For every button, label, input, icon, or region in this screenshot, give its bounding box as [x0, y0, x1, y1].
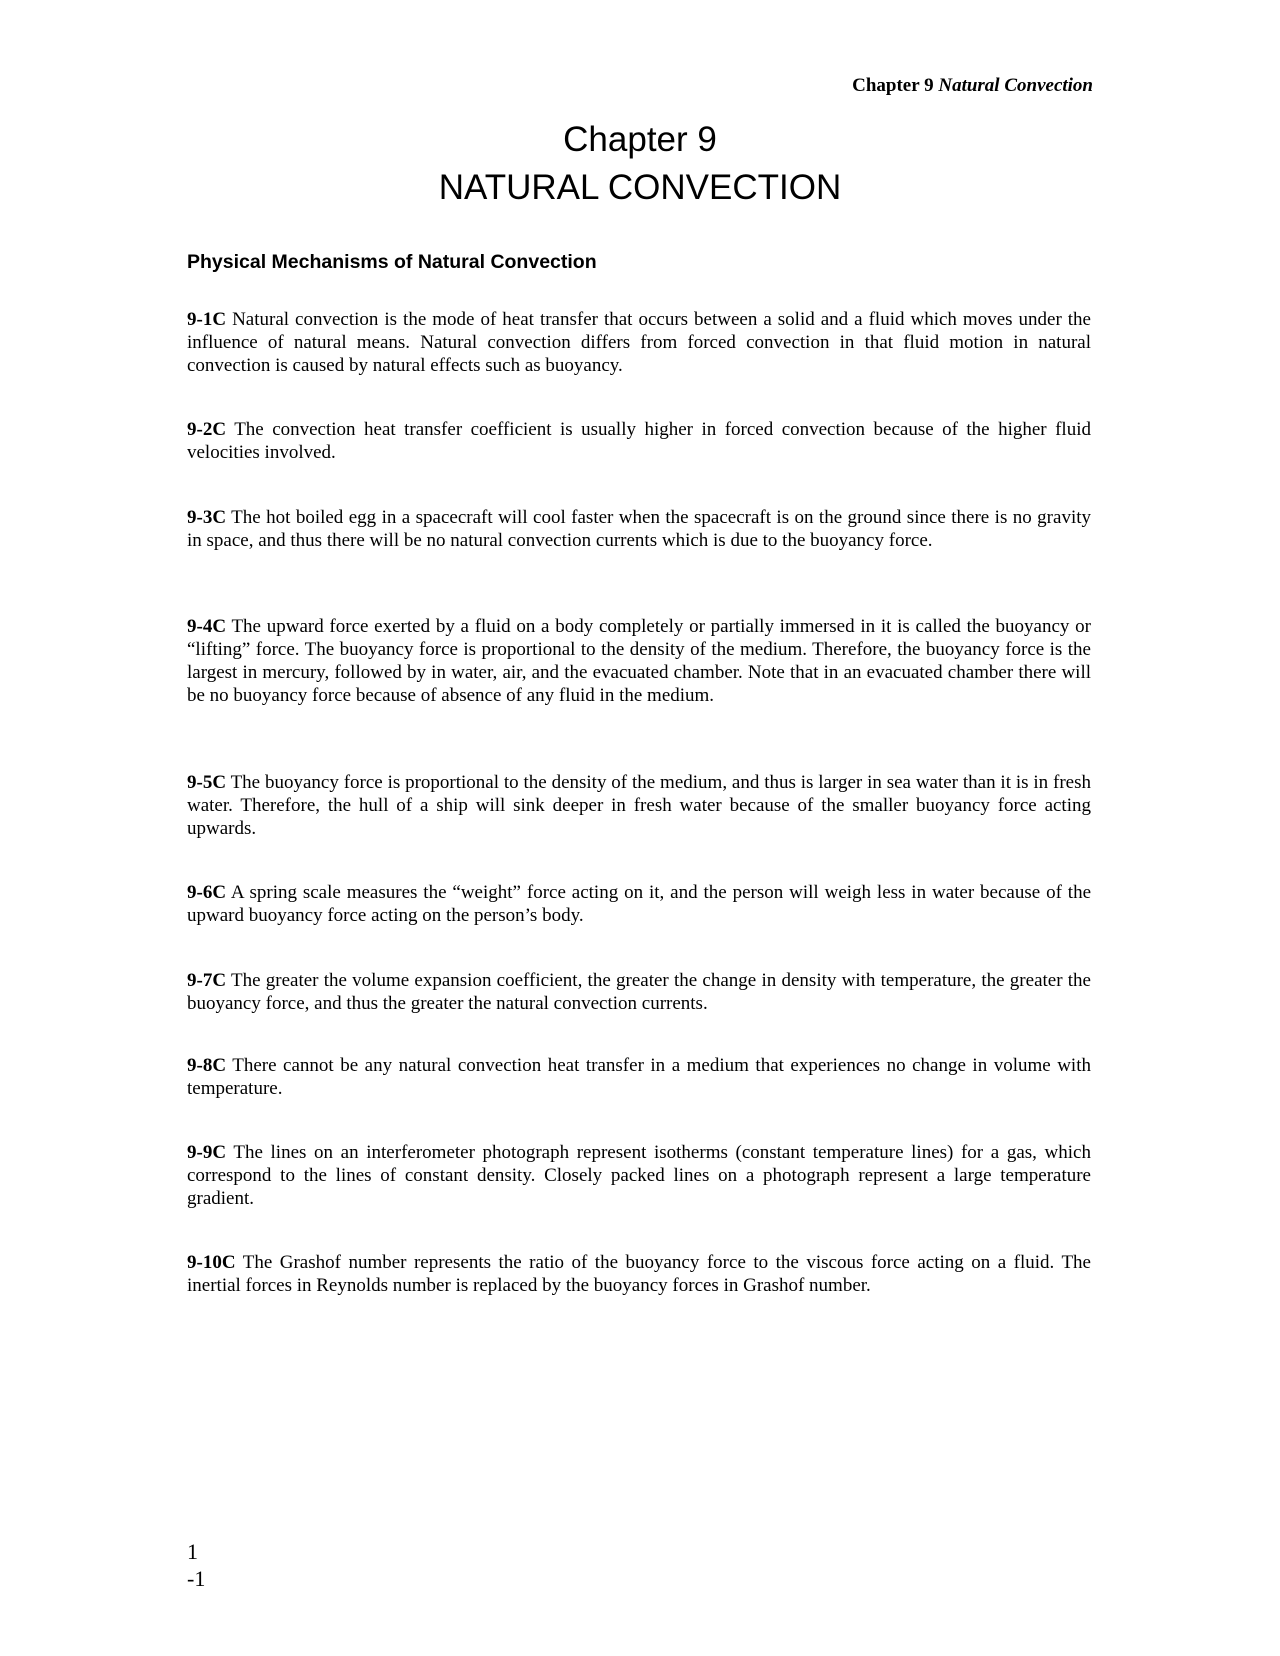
- answer-9-8c: [187, 1054, 1091, 1100]
- answer-9-10c: [187, 1251, 1091, 1297]
- answer-text: The buoyancy force is proportional to the density of the medium, and thus is larger in sea water than it is in fresh water. Therefore, the hull of a ship will sink deeper in fresh water because of the smaller buoyancy force acting upwards.: [187, 772, 1091, 839]
- answer-9-7c: [187, 969, 1091, 1015]
- answer-text: The hot boiled egg in a spacecraft will cool faster when the spacecraft is on the ground since there is no gravity in space, and thus there will be no natural convection currents which is due to the buoyancy force.: [187, 507, 1091, 551]
- answer-number: 9-2C: [187, 419, 227, 440]
- chapter-title-line-1: Chapter 9: [563, 120, 717, 159]
- answer-9-9c: [187, 1141, 1091, 1210]
- page-number: [187, 1538, 205, 1592]
- answer-number: 9-9C: [187, 1142, 227, 1163]
- answer-number: 9-1C: [187, 309, 227, 330]
- answer-number: 9-4C: [187, 616, 227, 637]
- running-header: [852, 74, 1093, 98]
- answer-number: 9-5C: [187, 772, 227, 793]
- answer-9-2c: [187, 418, 1091, 464]
- chapter-title: [0, 116, 1280, 212]
- answer-9-4c: [187, 615, 1091, 707]
- answer-9-5c: [187, 771, 1091, 840]
- answer-9-6c: [187, 881, 1091, 927]
- running-header-topic: Natural Convection: [938, 75, 1093, 96]
- answer-9-3c: [187, 506, 1091, 552]
- section-heading: Physical Mechanisms of Natural Convection: [187, 251, 597, 273]
- running-header-chapter: Chapter 9: [852, 75, 934, 96]
- answer-number: 9-7C: [187, 970, 227, 991]
- answer-text: The convection heat transfer coefficient is usually higher in forced convection because of the higher fluid velocities involved.: [187, 419, 1091, 463]
- page-number-line-2: -1: [187, 1566, 206, 1591]
- answer-number: 9-3C: [187, 507, 227, 528]
- answer-number: 9-10C: [187, 1252, 236, 1273]
- answer-text: The lines on an interferometer photograph represent isotherms (constant temperature lines) for a gas, which correspond to the lines of constant density. Closely packed lines on a photograph represent a large temperature gradient.: [187, 1142, 1091, 1209]
- answer-number: 9-8C: [187, 1055, 227, 1076]
- answer-text: A spring scale measures the “weight” force acting on it, and the person will weigh less in water because of the upward buoyancy force acting on the person’s body.: [187, 882, 1091, 926]
- answer-text: Natural convection is the mode of heat transfer that occurs between a solid and a fluid which moves under the influence of natural means. Natural convection differs from forced convection in that fluid motion in natural convection is caused by natural effects such as buoyancy.: [187, 309, 1091, 376]
- chapter-title-line-2: NATURAL CONVECTION: [438, 168, 842, 207]
- page-number-line-1: 1: [187, 1539, 198, 1564]
- answer-text: There cannot be any natural convection heat transfer in a medium that experiences no change in volume with temperature.: [187, 1055, 1091, 1099]
- answer-text: The Grashof number represents the ratio of the buoyancy force to the viscous force acting on a fluid. The inertial forces in Reynolds number is replaced by the buoyancy forces in Grashof number.: [187, 1252, 1091, 1296]
- answer-9-1c: [187, 308, 1091, 377]
- answer-text: The upward force exerted by a fluid on a body completely or partially immersed in it is called the buoyancy or “lifting” force. The buoyancy force is proportional to the density of the medium. Therefore, the buoyancy force is the largest in mercury, followed by in water, air, and the evacuated chamber. Note that in an evacuated chamber there will be no buoyancy force because of absence of any fluid in the medium.: [187, 616, 1091, 706]
- answer-number: 9-6C: [187, 882, 227, 903]
- answer-text: The greater the volume expansion coefficient, the greater the change in density with temperature, the greater the buoyancy force, and thus the greater the natural convection currents.: [187, 970, 1091, 1014]
